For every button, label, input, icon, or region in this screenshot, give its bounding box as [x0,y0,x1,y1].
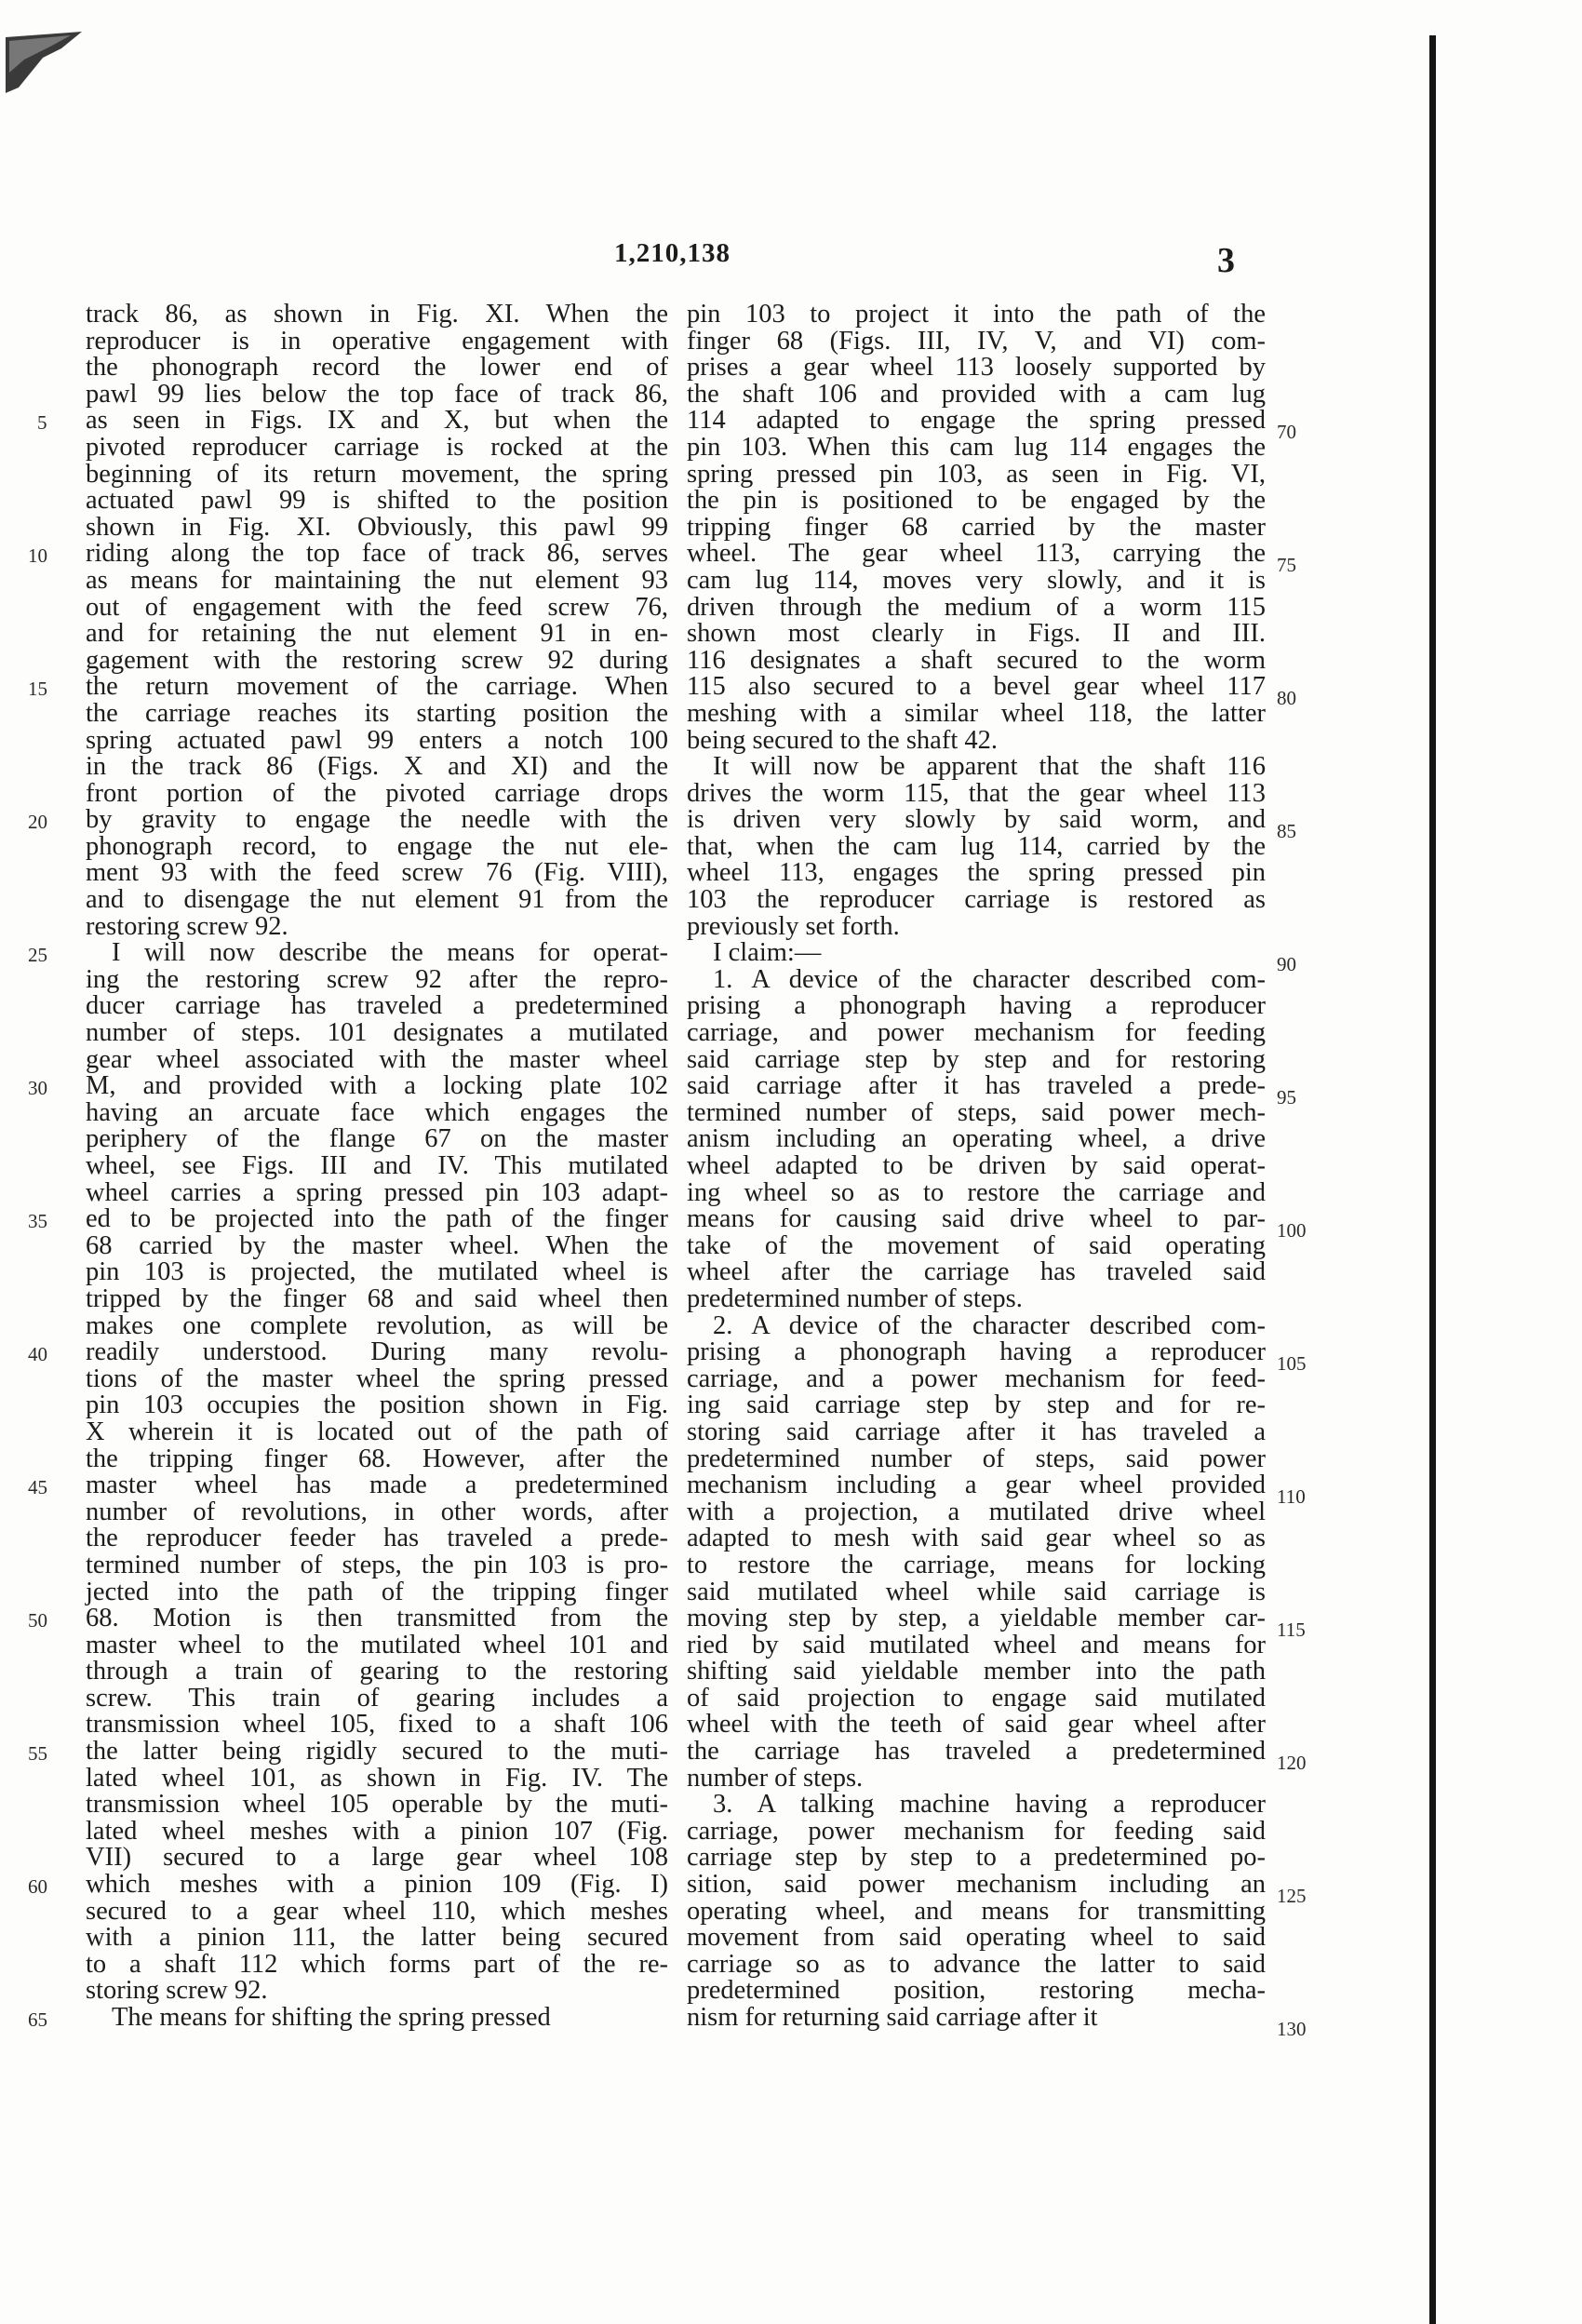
text-line: ment 93 with the feed screw 76 (Fig. VIII), [86,858,668,888]
text-line: pin 103 is projected, the mutilated wheel is [86,1257,668,1287]
text-line: wheel 113, engages the spring pressed pin [687,858,1266,888]
text-line: through a train of gearing to the restoring [86,1657,668,1686]
text-line: ing the restoring screw 92 after the repro- [86,964,668,994]
text-line: in the track 86 (Figs. X and XI) and the [86,752,668,782]
text-line: carriage, and a power mechanism for feed- [687,1364,1266,1393]
text-line: track 86, as shown in Fig. XI. When the [86,300,668,329]
text-line: beginning of its return movement, the spring [86,459,668,489]
text-line: reproducer is in operative engagement with [86,326,668,356]
text-line: nism for returning said carriage after it [687,2003,1098,2032]
text-line: ed to be projected into the path of the finger [86,1204,668,1234]
text-line: spring actuated pawl 99 enters a notch 100 [86,725,668,755]
left-line-number: 55 [28,1742,47,1766]
text-line: riding along the top face of track 86, serves [86,539,668,569]
text-line: as seen in Figs. IX and X, but when the [86,406,668,436]
left-line-number: 20 [28,811,47,834]
text-line: having an arcuate face which engages the [86,1097,668,1127]
text-line: number of steps. 101 designates a mutilated [86,1018,668,1048]
text-line: sition, said power mechanism including an [687,1870,1266,1900]
text-line: moving step by step, a yieldable member car- [687,1604,1266,1633]
text-line: previously set forth. [687,911,900,941]
text-line: said mutilated wheel while said carriage is [687,1577,1266,1606]
text-line: tripping finger 68 carried by the master [687,512,1266,542]
text-line: wheel with the teeth of said gear wheel after [687,1710,1266,1740]
right-line-number: 130 [1277,2018,1307,2041]
text-line: periphery of the flange 67 on the master [86,1124,668,1154]
text-line: secured to a gear wheel 110, which meshes [86,1896,668,1926]
text-line: The means for shifting the spring pressed [112,2003,551,2032]
text-line: front portion of the pivoted carriage drops [86,778,668,808]
text-line: tions of the master wheel the spring pressed [86,1364,668,1393]
right-line-number: 80 [1277,687,1296,710]
right-line-number: 90 [1277,953,1296,976]
text-line: the pin is positioned to be engaged by the [687,486,1266,516]
text-line: termined number of steps, said power mech- [687,1097,1266,1127]
text-line: that, when the cam lug 114, carried by the [687,831,1266,861]
text-line: being secured to the shaft 42. [687,725,998,755]
left-text-column [86,302,668,2032]
text-line: with a pinion 111, the latter being secured [86,1923,668,1953]
left-line-number: 30 [28,1077,47,1100]
text-line: pivoted reproducer carriage is rocked at the [86,432,668,462]
text-line: anism including an operating wheel, a drive [687,1124,1266,1154]
text-line: 2. A device of the character described com- [713,1310,1266,1340]
left-line-number: 10 [28,544,47,568]
text-line: number of steps. [687,1763,864,1793]
text-line: said carriage step by step and for restoring [687,1044,1266,1074]
right-line-number: 105 [1277,1352,1307,1376]
text-line: tripped by the finger 68 and said wheel then [86,1283,668,1313]
text-line: drives the worm 115, that the gear wheel 113 [687,778,1266,808]
right-line-number: 120 [1277,1752,1307,1775]
text-line: X wherein it is located out of the path of [86,1417,668,1446]
text-line: ing said carriage step by step and for re- [687,1390,1266,1420]
text-line: movement from said operating wheel to said [687,1923,1266,1953]
text-line: to a shaft 112 which forms part of the re- [86,1949,668,1979]
text-line: wheel carries a spring pressed pin 103 adapt- [86,1177,668,1207]
text-line: transmission wheel 105, fixed to a shaft 106 [86,1710,668,1740]
text-line: master wheel to the mutilated wheel 101 and [86,1630,668,1659]
text-line: pawl 99 lies below the top face of track 86, [86,379,668,409]
text-line: jected into the path of the tripping finger [86,1577,668,1606]
text-line: lated wheel 101, as shown in Fig. IV. The [86,1763,668,1793]
text-line: prising a phonograph having a reproducer [687,991,1266,1021]
right-line-number: 70 [1277,421,1296,444]
text-line: predetermined number of steps, said power [687,1444,1266,1473]
text-line: which meshes with a pinion 109 (Fig. I) [86,1870,668,1900]
text-line: the return movement of the carriage. When [86,672,668,702]
text-line: 3. A talking machine having a reproducer [713,1790,1266,1820]
left-line-number: 65 [28,2008,47,2032]
text-line: and to disengage the nut element 91 from the [86,885,668,915]
text-line: the carriage reaches its starting position the [86,698,668,728]
text-line: predetermined number of steps. [687,1283,1023,1313]
text-line: VII) secured to a large gear wheel 108 [86,1843,668,1873]
text-line: number of revolutions, in other words, after [86,1497,668,1526]
text-line: wheel adapted to be driven by said operat- [687,1151,1266,1180]
right-line-number: 100 [1277,1219,1307,1243]
text-line: shifting said yieldable member into the path [687,1657,1266,1686]
text-line: means for causing said drive wheel to par- [687,1204,1266,1234]
text-line: storing screw 92. [86,1976,268,2006]
text-line: with a projection, a mutilated drive wheel [687,1497,1266,1526]
left-line-number: 5 [37,411,47,435]
text-line: prises a gear wheel 113 loosely supported by [687,353,1266,383]
text-line: as means for maintaining the nut element 93 [86,565,668,595]
text-line: carriage, power mechanism for feeding said [687,1816,1266,1846]
right-line-number: 75 [1277,554,1296,577]
text-line: storing said carriage after it has traveled a [687,1417,1266,1446]
text-line: said carriage after it has traveled a prede- [687,1071,1266,1101]
text-line: ried by said mutilated wheel and means for [687,1630,1266,1659]
text-line: 68 carried by the master wheel. When the [86,1230,668,1260]
text-line: termined number of steps, the pin 103 is pro- [86,1550,668,1579]
right-line-number: 115 [1277,1619,1306,1642]
text-line: the phonograph record the lower end of [86,353,668,383]
text-line: actuated pawl 99 is shifted to the position [86,486,668,516]
page-number: 3 [1217,241,1235,280]
text-line: carriage, and power mechanism for feeding [687,1018,1266,1048]
text-line: prising a phonograph having a reproducer [687,1337,1266,1367]
text-line: cam lug 114, moves very slowly, and it is [687,565,1266,595]
text-line: take of the movement of said operating [687,1230,1266,1260]
text-line: wheel. The gear wheel 113, carrying the [687,539,1266,569]
text-line: makes one complete revolution, as will be [86,1310,668,1340]
text-line: to restore the carriage, means for locking [687,1550,1266,1579]
text-line: shown in Fig. XI. Obviously, this pawl 99 [86,512,668,542]
text-line: the shaft 106 and provided with a cam lug [687,379,1266,409]
right-line-number: 125 [1277,1885,1307,1908]
text-line: shown most clearly in Figs. II and III. [687,619,1266,649]
text-line: of said projection to engage said mutilated [687,1683,1266,1713]
text-line: driven through the medium of a worm 115 [687,592,1266,622]
left-line-number: 25 [28,944,47,967]
text-line: by gravity to engage the needle with the [86,805,668,835]
text-line: pin 103 to project it into the path of the [687,300,1266,329]
text-line: I will now describe the means for operat- [112,938,668,968]
text-line: 114 adapted to engage the spring pressed [687,406,1266,436]
text-line: carriage so as to advance the latter to said [687,1949,1266,1979]
right-line-number: 95 [1277,1086,1296,1109]
text-line: 116 designates a shaft secured to the worm [687,645,1266,675]
text-line: wheel after the carriage has traveled said [687,1257,1266,1287]
text-line: restoring screw 92. [86,911,288,941]
right-line-number: 110 [1277,1485,1306,1509]
text-line: It will now be apparent that the shaft 116 [713,752,1266,782]
text-line: operating wheel, and means for transmitting [687,1896,1266,1926]
text-line: pin 103 occupies the position shown in Fig. [86,1390,668,1420]
text-line: ing wheel so as to restore the carriage and [687,1177,1266,1207]
text-line: predetermined position, restoring mecha- [687,1976,1266,2006]
text-line: M, and provided with a locking plate 102 [86,1071,668,1101]
text-line: I claim:— [713,938,822,968]
text-line: 115 also secured to a bevel gear wheel 117 [687,672,1266,702]
text-line: carriage step by step to a predetermined po- [687,1843,1266,1873]
text-line: master wheel has made a predetermined [86,1471,668,1500]
text-line: and for retaining the nut element 91 in en- [86,619,668,649]
text-line: spring pressed pin 103, as seen in Fig. VI, [687,459,1266,489]
text-line: the latter being rigidly secured to the muti- [86,1737,668,1767]
left-line-number: 45 [28,1476,47,1499]
text-line: out of engagement with the feed screw 76, [86,592,668,622]
text-line: gagement with the restoring screw 92 during [86,645,668,675]
text-line: the carriage has traveled a predetermined [687,1737,1266,1767]
text-line: adapted to mesh with said gear wheel so as [687,1524,1266,1553]
text-line: 103 the reproducer carriage is restored as [687,885,1266,915]
text-line: wheel, see Figs. III and IV. This mutilated [86,1151,668,1180]
text-line: meshing with a similar wheel 118, the latter [687,698,1266,728]
text-line: readily understood. During many revolu- [86,1337,668,1367]
text-line: pin 103. When this cam lug 114 engages the [687,432,1266,462]
text-line: finger 68 (Figs. III, IV, V, and VI) com- [687,326,1266,356]
text-line: is driven very slowly by said worm, and [687,805,1266,835]
page-edge-rule [1429,35,1436,2324]
text-line: transmission wheel 105 operable by the muti- [86,1790,668,1820]
text-line: gear wheel associated with the master wheel [86,1044,668,1074]
text-line: ducer carriage has traveled a predetermined [86,991,668,1021]
patent-number: 1,210,138 [614,238,731,268]
text-line: 1. A device of the character described com- [713,964,1266,994]
right-text-column [687,302,1266,2032]
left-line-number: 35 [28,1210,47,1233]
left-line-number: 40 [28,1343,47,1366]
text-line: lated wheel meshes with a pinion 107 (Fig. [86,1816,668,1846]
corner-smudge [6,32,89,97]
text-line: 68. Motion is then transmitted from the [86,1604,668,1633]
right-line-number: 85 [1277,820,1296,843]
left-line-number: 50 [28,1609,47,1632]
left-line-number: 15 [28,678,47,701]
left-line-number: 60 [28,1875,47,1899]
text-line: phonograph record, to engage the nut ele- [86,831,668,861]
text-line: the reproducer feeder has traveled a prede- [86,1524,668,1553]
text-line: screw. This train of gearing includes a [86,1683,668,1713]
text-line: mechanism including a gear wheel provided [687,1471,1266,1500]
text-line: the tripping finger 68. However, after the [86,1444,668,1473]
